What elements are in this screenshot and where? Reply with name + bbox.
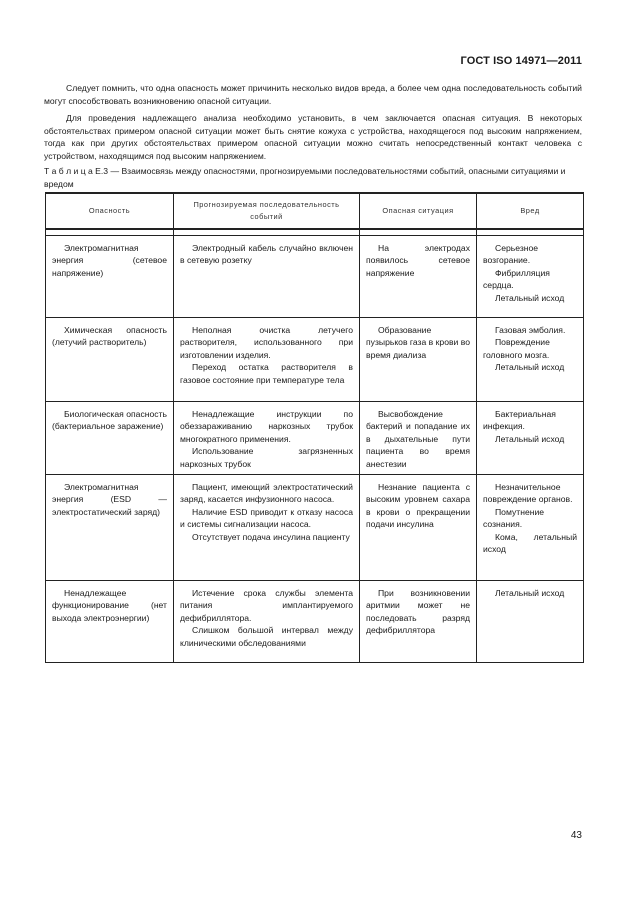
harm-text: Летальный исход	[495, 292, 565, 303]
sequence-text: Переход остатка растворителя в газовое состояние при температуре тела	[180, 362, 353, 385]
sequence-text: Электродный кабель случайно включен в сетевую розетку	[180, 243, 353, 266]
sequence-text: Использование загрязненных наркозных трубок	[180, 446, 353, 469]
situation-text: На электродах появилось сетевое напряжение	[366, 243, 470, 278]
harm-text: Летальный исход	[495, 433, 565, 444]
harm-text: Летальный исход	[495, 588, 565, 599]
table-header-row	[46, 193, 584, 229]
hazard-text: Биологическая опасность (бактериальное заражение)	[52, 409, 167, 432]
harm-text: Серьезное возгорание.	[483, 243, 539, 266]
sequence-text: Пациент, имеющий электростатический заряд, касается инфузионного насоса.	[180, 482, 353, 505]
cell-situation	[360, 475, 477, 581]
column-header-harm: Вред	[477, 193, 584, 229]
table-row	[46, 236, 584, 318]
table-row	[46, 318, 584, 402]
cell-sequence	[174, 236, 360, 318]
sequence-text: Ненадлежащие инструкции по обеззараживанию наркозных трубок многократного применения.	[180, 409, 353, 444]
situation-text: Незнание пациента с высоким уровнем сахара в крови о прекращении подачи инсулина	[366, 482, 470, 530]
table-body	[46, 229, 584, 663]
cell-harm	[477, 581, 584, 663]
cell-hazard	[46, 581, 174, 663]
harm-text: Повреждение головного мозга.	[483, 337, 550, 360]
intro-text	[44, 82, 582, 168]
column-header-sequence: Прогнозируемая последовательность событий	[174, 193, 360, 229]
document-header: ГОСТ ISO 14971—2011	[460, 55, 582, 67]
cell-harm	[477, 318, 584, 402]
cell-situation	[360, 402, 477, 475]
sequence-text: Наличие ESD приводит к отказу насоса и системы сигнализации насоса.	[180, 506, 353, 530]
sequence-text: Слишком большой интервал между клиническими обследованиями	[180, 625, 353, 648]
cell-situation	[360, 236, 477, 318]
page-number: 43	[570, 830, 582, 841]
cell-sequence	[174, 475, 360, 581]
cell-sequence	[174, 402, 360, 475]
hazard-text: Электромагнитная энергия (ESD — электростатический заряд)	[52, 482, 167, 517]
situation-text: При возникновении аритмии может не последовать разряд дефибриллятора	[366, 588, 470, 636]
table-row	[46, 475, 584, 581]
hazard-text: Электромагнитная энергия (сетевое напряжение)	[52, 243, 167, 278]
sequence-text: Неполная очистка летучего растворителя, использованного при изготовлении изделия.	[180, 325, 353, 360]
cell-sequence	[174, 318, 360, 402]
column-header-situation: Опасная ситуация	[360, 193, 477, 229]
harm-text: Помутнение сознания.	[483, 506, 545, 530]
cell-hazard	[46, 402, 174, 475]
cell-situation	[360, 318, 477, 402]
hazard-text: Химическая опасность (летучий растворитель)	[52, 325, 167, 348]
cell-situation	[360, 581, 477, 663]
harm-text: Фибрилляция сердца.	[483, 267, 550, 291]
hazard-table	[45, 192, 584, 663]
harm-text: Бактериальная инфекция.	[483, 409, 556, 432]
situation-text: Высвобождение бактерий и попадание их в дыхательные пути пациента во время анестезии	[366, 409, 470, 469]
harm-text: Незначительное повреждение органов.	[483, 482, 573, 505]
cell-hazard	[46, 318, 174, 402]
table-row	[46, 402, 584, 475]
intro-paragraph: Для проведения надлежащего анализа необходимо установить, в чем заключается опасная ситуация. В некоторых обстоятельствах примером опасной ситуации может быть снятие кожуха с устройства, находящегося под высоким напряжением, тогда как при других обстоятельствах примером опасной ситуации можно считать непосредственный контакт человека с устройством, находящимся под высоким напряжением.	[44, 113, 582, 161]
harm-text: Кома, летальный исход	[483, 531, 577, 555]
sequence-text: Отсутствует подача инсулина пациенту	[192, 531, 350, 542]
harm-text: Летальный исход	[495, 362, 565, 373]
table-caption: Т а б л и ц а Е.3 — Взаимосвязь между опасностями, прогнозируемыми последовательностями событий, опасными ситуациями и вредом	[44, 166, 566, 189]
hazard-text: Ненадлежащее функционирование (нет выхода электроэнергии)	[52, 588, 167, 623]
cell-harm	[477, 402, 584, 475]
column-header-hazard: Опасность	[46, 193, 174, 229]
cell-harm	[477, 475, 584, 581]
table-row	[46, 581, 584, 663]
situation-text: Образование пузырьков газа в крови во время диализа	[366, 325, 470, 360]
harm-text: Газовая эмболия.	[495, 325, 566, 335]
cell-hazard	[46, 475, 174, 581]
cell-harm	[477, 236, 584, 318]
sequence-text: Истечение срока службы элемента питания имплантируемого дефибриллятора.	[180, 588, 353, 623]
intro-paragraph: Следует помнить, что одна опасность может причинить несколько видов вреда, а более чем одна последовательность событий могут способствовать возникновению опасной ситуации.	[44, 83, 582, 106]
cell-sequence	[174, 581, 360, 663]
cell-hazard	[46, 236, 174, 318]
